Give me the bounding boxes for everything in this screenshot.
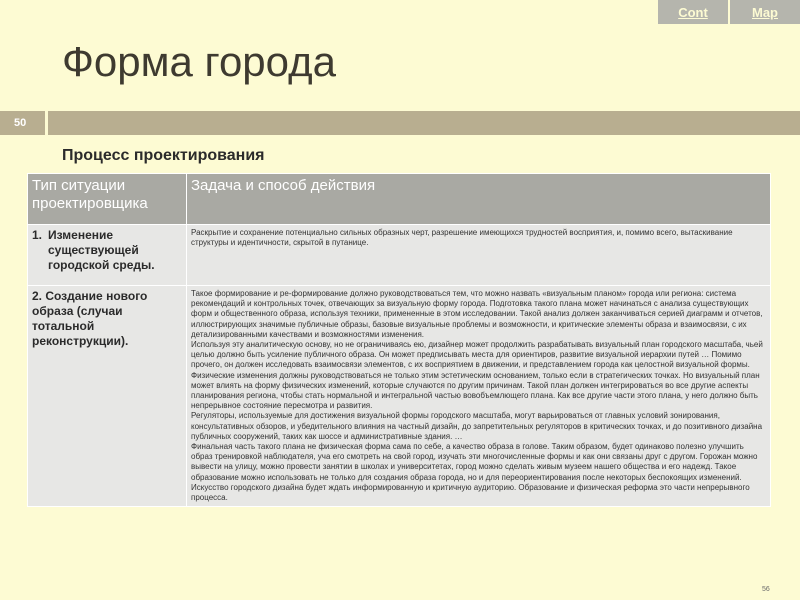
- task-paragraph: Финальная часть такого плана не физическая форма сама по себе, а качество образа в голове. Таким образом, будет одинаково полезно улучшить образ тренировкой наблюдателя, уча его смотреть на свой город, изучать эти многочисленные формы и как они связаны друг с другом. Горожан можно вывести на улицу, можно провести занятии в школах и университетах, город можно сделать живым музеем нашего общества и его надежд. Такое образование можно использовать не только для создания образа города, но и для переориентирования после некоторых беспокоящих изменений. Искусство городского дизайна будет ждать информированную и критичную аудиторию. Образование и физическая реформа это части непрерывного процесса.: [191, 442, 758, 503]
- situation-cell: [28, 286, 187, 507]
- task-paragraph: Физические изменения должны руководствоваться не только этим эстетическим основанием, только если в стратегических точках. Но визуальный план может влиять на форму физических изменений, которые случаются по другим причинам. Такой план должен интегрироваться во все другие аспекты планирования региона, чтобы стать нормальной и интегральной частью вовобъемлющего плана. Как все другие части этого плана, у него должно быть непрерывное состояние пересмотра и развития.: [191, 370, 760, 411]
- situation-number: 1.: [32, 228, 43, 242]
- task-paragraph: Регуляторы, используемые для достижения визуальной формы городского масштаба, могут варьироваться от главных условий зонирования, консультативных обзоров, и убедительного влияния на частный дизайн, до запретительных регуляторов в критических точках, и до позитивного дизайна публичных сооружений, таких как шоссе и административные здания. …: [191, 411, 763, 441]
- task-paragraph: Используя эту аналитическую основу, но не ограничиваясь ею, дизайнер может продолжить разрабатывать визуальный план городского масштаба, чьей целью должно быть усиление публичного образа. Он может предписывать места для ориентиров, развитие визуальной иерархии путей … Помимо прочего, он должен исследовать взаимосвязи элементов, с их восприятием в движении, и представлением города как целостной визуальной формы.: [191, 340, 763, 370]
- slide-number-badge: 50: [0, 111, 45, 135]
- task-cell: [187, 286, 771, 507]
- situation-text: Изменение существующей городской среды.: [48, 228, 155, 272]
- task-text: Раскрытие и сохранение потенциально сильных образных черт, разрешение имеющихся трудностей восприятия, и, помимо всего, вытаскивание структуры и идентичности, скрытой в путанице.: [191, 228, 733, 248]
- table-header-row: [28, 174, 771, 225]
- table-row: [28, 286, 771, 507]
- situation-text: 2. Создание нового образа (случаи тотальной реконструкции).: [32, 289, 148, 348]
- task-paragraph: Такое формирование и ре-формирование должно руководствоваться тем, что можно назвать «визуальным планом» города или региона: система рекомендаций и контрольных точек, отвечающих за визуальную форму города. Подготовка такого плана может начинаться с анализа существующих форм и общественного образа, используя техники, примененные в этом исследовании. Такой анализ должен заканчиваться серией диаграмм и отчетов, иллюстрирующих значимые публичные образы, базовые визуальные проблемы и возможности, и критические элементы образа и взаимосвязи, с их детализированными качествами и возможностями изменения.: [191, 289, 763, 339]
- top-navigation: [658, 0, 800, 24]
- situation-cell: [28, 225, 187, 286]
- table-row: [28, 225, 771, 286]
- task-cell: [187, 225, 771, 286]
- title-divider-bar: [48, 111, 800, 135]
- page-title: Форма города: [62, 38, 336, 85]
- cont-button[interactable]: Cont: [658, 0, 728, 24]
- design-process-table: [27, 173, 771, 507]
- column-header-task: Задача и способ действия: [187, 174, 771, 225]
- column-header-situation: Тип ситуации проектировщика: [28, 174, 187, 225]
- page-number: 56: [762, 586, 770, 593]
- section-heading: Процесс проектирования: [62, 147, 265, 164]
- map-button[interactable]: Map: [730, 0, 800, 24]
